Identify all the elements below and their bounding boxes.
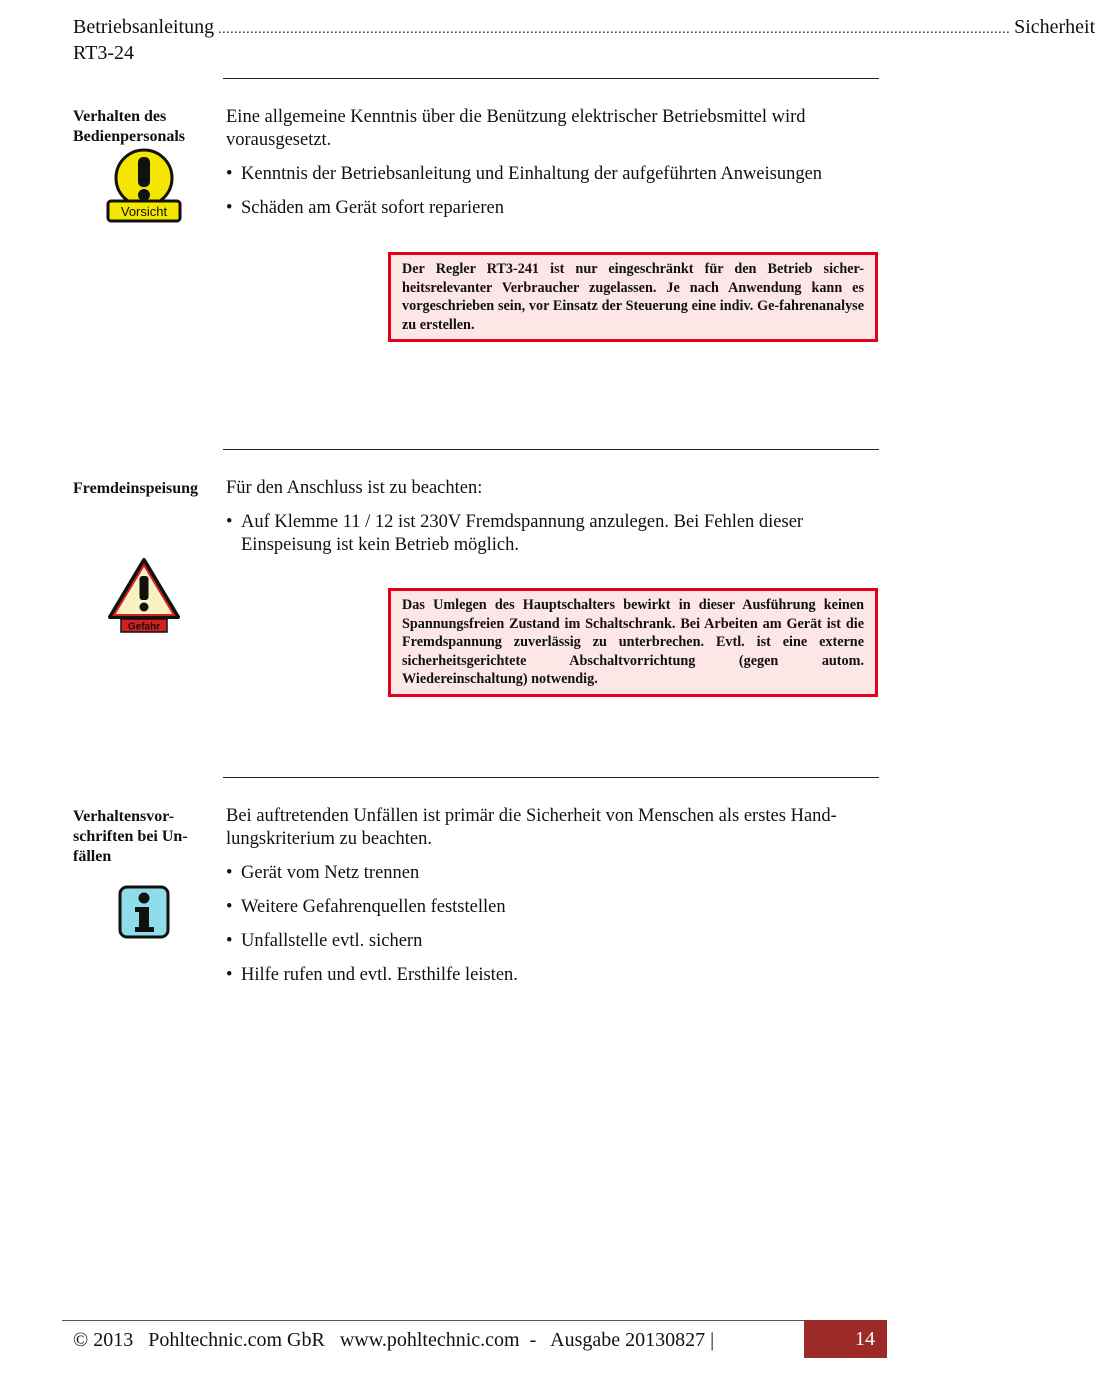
- section-divider: [223, 449, 879, 450]
- list-item: • Kenntnis der Betriebsanleitung und Einhaltung der aufgeführten Anweisungen: [226, 163, 876, 186]
- caution-icon-label: Vorsicht: [120, 204, 168, 219]
- bullet-list: [226, 862, 876, 987]
- warning-box: Der Regler RT3-241 ist nur eingeschränkt für den Betrieb sicher-heitsrelevanter Verbraucher zugelassen. Je nach Anwendung kann es vorgeschrieben sein, vor Einsatz der Steuerung eine indiv. Ge-fahrenanalyse zu erstellen.: [388, 252, 878, 342]
- section-body-unfaelle: [226, 805, 876, 998]
- section-divider: [223, 78, 879, 79]
- section-intro: Eine allgemeine Kenntnis über die Benützung elektrischer Betriebsmittel wird vorausgesetzt.: [226, 107, 806, 150]
- footer-copyright: © 2013 Pohltechnic.com GbR www.pohltechnic.com - Ausgabe 20130827 |: [73, 1329, 715, 1351]
- list-item: • Gerät vom Netz trennen: [226, 862, 876, 885]
- list-item: • Hilfe rufen und evtl. Ersthilfe leisten.: [226, 964, 876, 987]
- list-item: • Schäden am Gerät sofort reparieren: [226, 197, 876, 220]
- list-item: • Weitere Gefahrenquellen feststellen: [226, 896, 876, 919]
- caution-icon: [106, 148, 182, 229]
- bullet-list: [226, 163, 876, 220]
- warning-box: Das Umlegen des Hauptschalters bewirkt in dieser Ausführung keinen Spannungsfreien Zustand im Schaltschrank. Bei Arbeiten am Gerät ist die Fremdspannung zuverlässig zu unterbrechen. Evtl. ist eine externe sicherheitsgerichtete Abschaltvorrichtung (gegen autom. Wiedereinschaltung) notwendig.: [388, 588, 878, 697]
- list-item: • Auf Klemme 11 / 12 ist 230V Fremdspannung anzulegen. Bei Fehlen dieser Einspeisung ist kein Betrieb möglich.: [226, 511, 876, 557]
- footer-divider: [62, 1320, 804, 1321]
- section-label-bedienpersonal: Verhalten des Bedienpersonals: [73, 108, 186, 145]
- section-intro: Für den Anschluss ist zu beachten:: [226, 478, 483, 498]
- section-label-unfaelle: Verhaltensvor-schriften bei Un-fällen: [73, 808, 188, 865]
- header-leader-dots: ......................................................................................................................................................................................................: [218, 22, 1011, 37]
- section-body-bedienpersonal: [226, 106, 876, 231]
- list-item: • Unfallstelle evtl. sichern: [226, 930, 876, 953]
- danger-icon-label: Gefahr: [127, 621, 161, 633]
- page-header: [73, 14, 1095, 66]
- section-label-fremdeinspeisung: Fremdeinspeisung: [73, 480, 199, 497]
- section-intro: Bei auftretenden Unfällen ist primär die Sicherheit von Menschen als erstes Hand-lungskriterium zu beachten.: [226, 806, 837, 849]
- bullet-list: [226, 511, 876, 557]
- document-title: Betriebsanleitung RT3-24: [73, 16, 215, 64]
- section-body-fremdeinspeisung: [226, 477, 876, 568]
- page-number-badge: 14: [804, 1320, 887, 1358]
- info-icon: [118, 885, 170, 944]
- danger-triangle-icon: [107, 557, 181, 640]
- section-title: Sicherheit: [1014, 16, 1095, 38]
- section-divider: [223, 777, 879, 778]
